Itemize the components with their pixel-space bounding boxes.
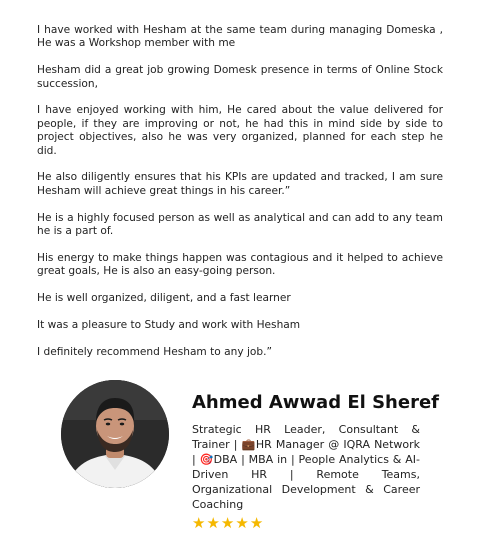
testimonial-paragraph: His energy to make things happen was contagious and it helped to achieve great goals, He is also an easy-going person. (37, 251, 443, 278)
testimonial-paragraph: He also diligently ensures that his KPIs are updated and tracked, I am sure Hesham will achieve great things in his career.” (37, 171, 443, 197)
testimonial-text (37, 24, 443, 372)
testimonial-paragraph: I have worked with Hesham at the same team during managing Domeska , He was a Workshop member with me (37, 24, 443, 50)
testimonial-paragraph: He is well organized, diligent, and a fast learner (37, 292, 291, 305)
star-icon: ★ (192, 514, 206, 532)
star-icon: ★ (235, 514, 249, 532)
star-icon: ★ (220, 514, 235, 532)
testimonial-paragraph: Hesham did a great job growing Domesk presence in terms of Online Stock succession, (37, 64, 443, 90)
testimonial-paragraph: He is a highly focused person as well as analytical and can add to any team he is a part of. (37, 211, 443, 238)
author-info (192, 392, 439, 532)
rating-stars (192, 515, 420, 531)
testimonial-paragraph: I definitely recommend Hesham to any job.” (37, 345, 272, 358)
testimonial-paragraph: I have enjoyed working with him, He cared about the value delivered for people, if they are improving or not, he had this in mind side by side to project objectives, also he was very organized, planned for each step he did. (37, 104, 443, 157)
testimonial-paragraph: It was a pleasure to Study and work with Hesham (37, 318, 301, 331)
star-icon: ★ (249, 514, 264, 532)
author-headline: Strategic HR Leader, Consultant & Trainer | 💼HR Manager @ IQRA Network | 🎯DBA | MBA in | People Analytics & AI-Driven HR | Remote Teams, Organizational Development & Career Coaching (192, 423, 420, 511)
avatar (61, 380, 169, 488)
avatar-portrait-icon (61, 380, 169, 488)
author-name: Ahmed Awwad El Sheref (192, 392, 439, 413)
star-icon: ★ (206, 514, 220, 532)
